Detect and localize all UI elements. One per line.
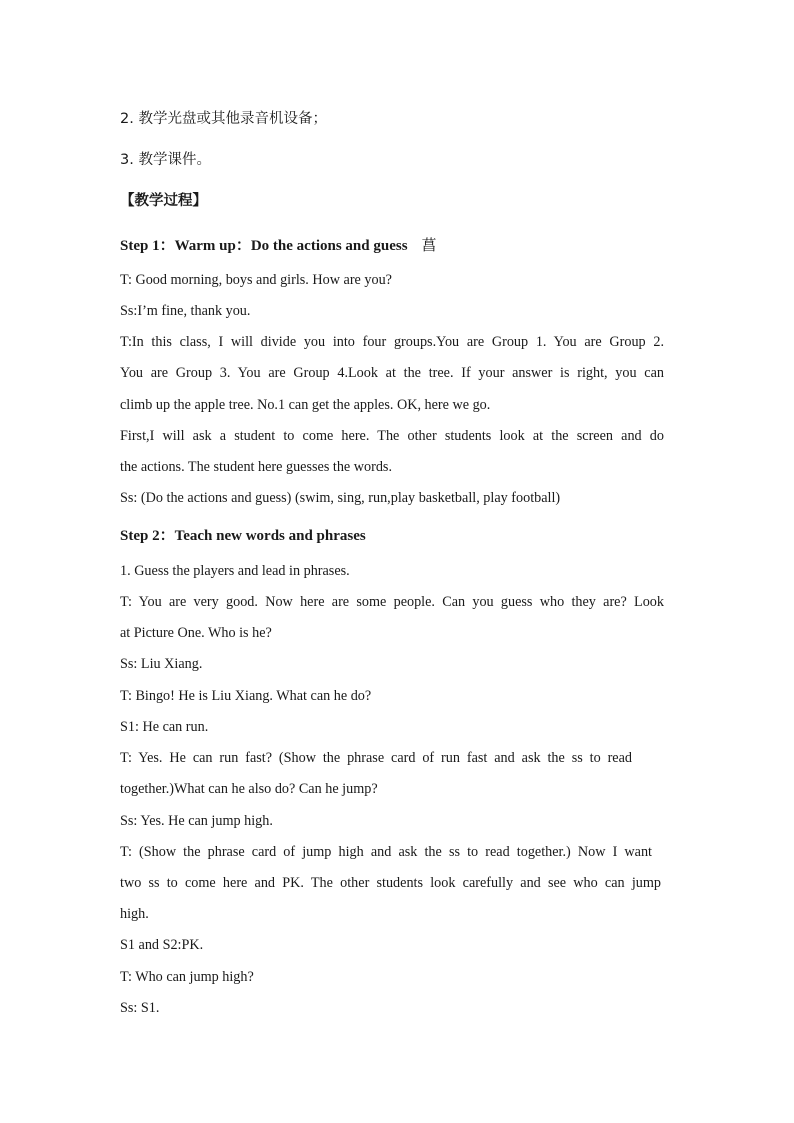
dialogue-line: T: (Show the phrase card of jump high and ask the ss to read together.) Now I want <box>120 844 652 860</box>
dialogue-line: climb up the apple tree. No.1 can get the apples. OK, here we go. <box>120 397 491 413</box>
dialogue-line: two ss to come here and PK. The other students look carefully and see who can jump <box>120 875 661 891</box>
step-2-heading: Step 2：Teach new words and phrases <box>120 528 366 544</box>
dialogue-line: S1 and S2:PK. <box>120 937 204 953</box>
dialogue-line: First,I will ask a student to come here. The other students look at the screen and do <box>120 428 664 444</box>
dialogue-line: Ss: Liu Xiang. <box>120 656 203 672</box>
dialogue-line: T: Yes. He can run fast? (Show the phrase card of run fast and ask the ss to read <box>120 750 632 766</box>
dialogue-line: at Picture One. Who is he? <box>120 625 272 641</box>
dialogue-line: T: Good morning, boys and girls. How are you? <box>120 272 392 288</box>
dialogue-line: Ss:I’m fine, thank you. <box>120 303 251 319</box>
dialogue-line: Ss: Yes. He can jump high. <box>120 813 273 829</box>
step-1-heading <box>120 236 437 255</box>
dialogue-line: the actions. The student here guesses the words. <box>120 459 392 475</box>
dialogue-line: You are Group 3. You are Group 4.Look at the tree. If your answer is right, you can <box>120 365 664 381</box>
dialogue-line: T: Bingo! He is Liu Xiang. What can he do? <box>120 688 372 704</box>
dialogue-line: S1: He can run. <box>120 719 209 735</box>
dialogue-line: Ss: (Do the actions and guess) (swim, sing, run,play basketball, play football) <box>120 490 561 506</box>
dialogue-line: T: You are very good. Now here are some people. Can you guess who they are? Look <box>120 594 664 610</box>
section-heading-teaching-process: 【教学过程】 <box>120 193 207 209</box>
dialogue-line: high. <box>120 906 149 922</box>
materials-item-3: 3. 教学课件。 <box>120 152 211 168</box>
dialogue-line: T:In this class, I will divide you into four groups.You are Group 1. You are Group 2. <box>120 334 664 350</box>
dialogue-line: T: Who can jump high? <box>120 969 254 985</box>
heading-mark: 菖 <box>421 236 437 254</box>
dialogue-line: Ss: S1. <box>120 1000 160 1016</box>
step-1-heading-text: Step 1：Warm up：Do the actions and guess <box>120 238 408 254</box>
materials-item-2: 2. 教学光盘或其他录音机设备； <box>120 111 327 127</box>
dialogue-line: together.)What can he also do? Can he jump? <box>120 781 378 797</box>
dialogue-line: 1. Guess the players and lead in phrases. <box>120 563 350 579</box>
